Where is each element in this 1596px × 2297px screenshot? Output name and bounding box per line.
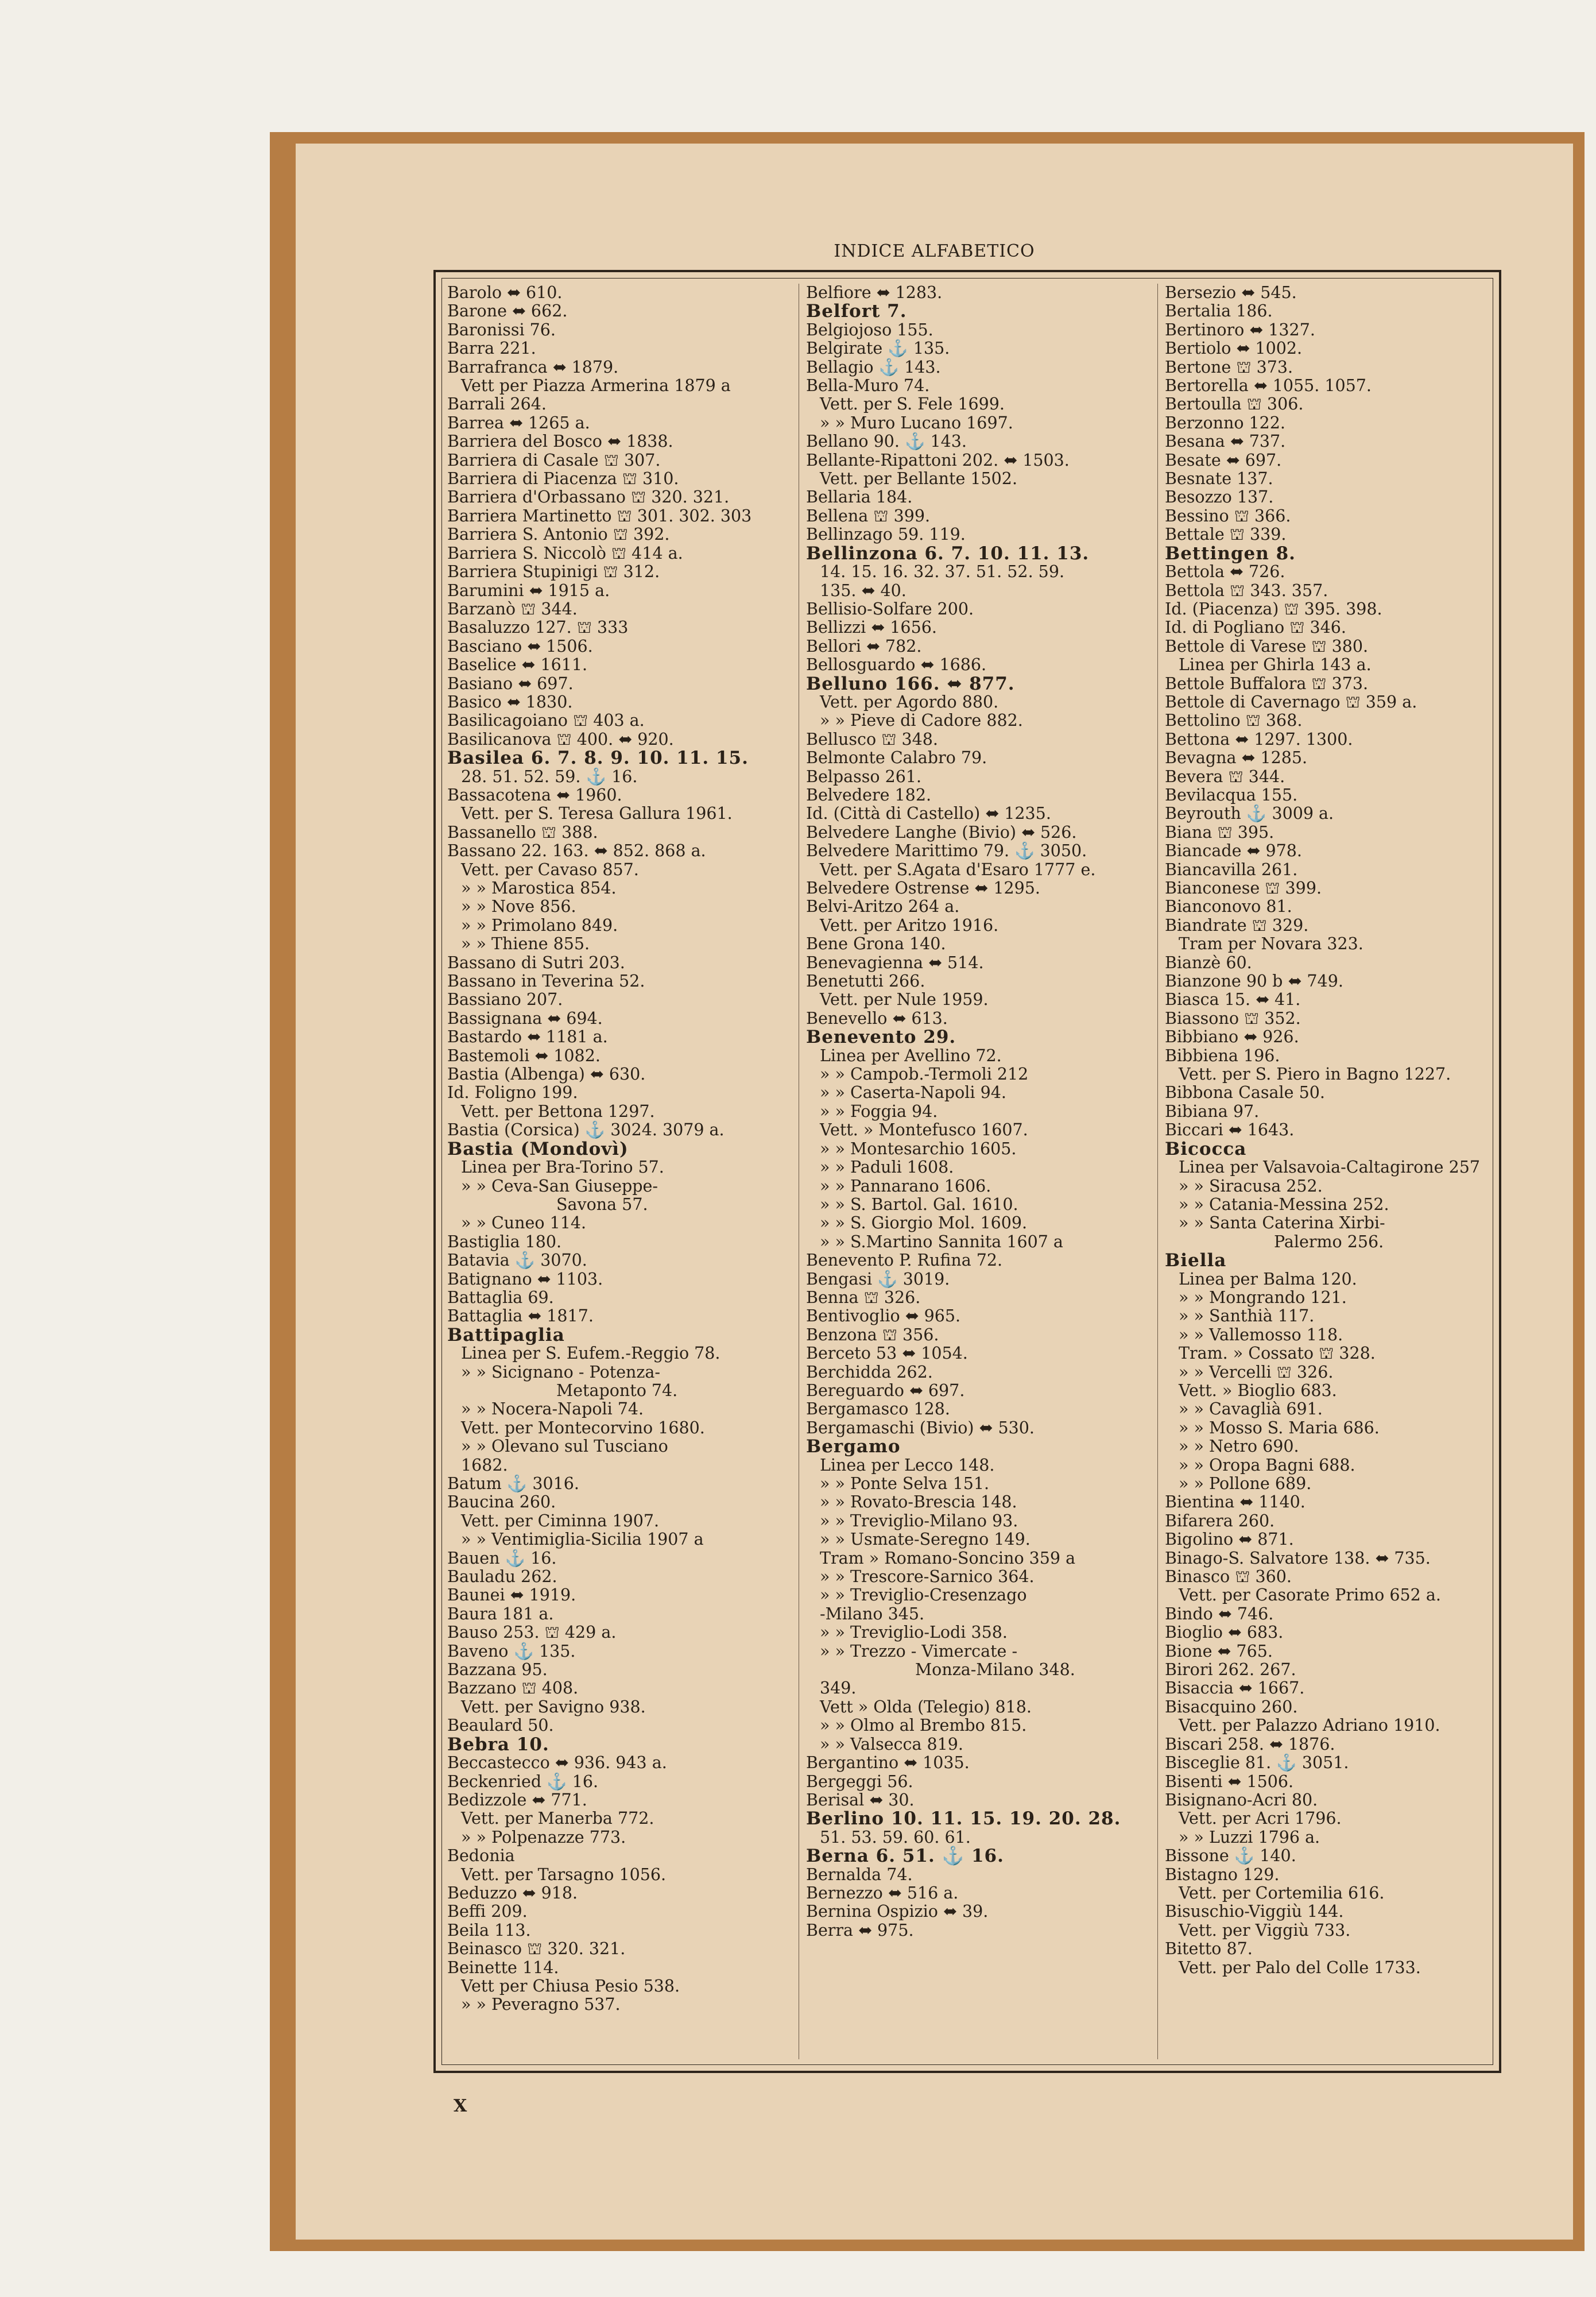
index-entry: » » Treviglio-Lodi 358. xyxy=(820,1623,1008,1642)
index-entry: Bettale ⛫ 339. xyxy=(1165,525,1287,544)
index-entry: Bauladu 262. xyxy=(447,1567,557,1587)
index-entry: Barriera di Piacenza ⛫ 310. xyxy=(447,469,679,489)
index-entry: Bettolino ⛫ 368. xyxy=(1165,711,1303,730)
index-entry: Benzona ⛫ 356. xyxy=(806,1325,939,1344)
index-entry: » » Campob.-Termoli 212 xyxy=(820,1065,1029,1084)
index-entry: Vett. » Bioglio 683. xyxy=(1179,1380,1337,1400)
index-entry: » » Thiene 855. xyxy=(461,934,590,954)
index-entry: Bisignano-Acri 80. xyxy=(1165,1790,1318,1809)
index-entry: » » Catania-Messina 252. xyxy=(1179,1194,1389,1214)
index-entry: » » Santa Caterina Xirbi- xyxy=(1179,1213,1385,1233)
index-entry: Bergamo xyxy=(806,1436,901,1457)
index-entry: Barriera S. Niccolò ⛫ 414 a. xyxy=(447,543,683,563)
index-entry: Bellena ⛫ 399. xyxy=(806,506,931,525)
index-entry: Besozzo 137. xyxy=(1165,488,1274,507)
index-entry: Bassano in Teverina 52. xyxy=(447,972,645,991)
index-entry: Baucina 260. xyxy=(447,1492,556,1512)
index-entry: Vett. per S. Fele 1699. xyxy=(820,395,1005,414)
index-entry: » » Foggia 94. xyxy=(820,1101,938,1121)
index-entry: Belvi-Aritzo 264 a. xyxy=(806,897,960,917)
index-entry: Beinette 114. xyxy=(447,1958,559,1977)
index-entry: » » S. Giorgio Mol. 1609. xyxy=(820,1213,1028,1233)
index-entry: Bastia (Corsica) ⚓ 3024. 3079 a. xyxy=(447,1120,725,1140)
index-entry: Bellante-Ripattoni 202. ⬌ 1503. xyxy=(806,450,1070,470)
index-entry: Bettola ⛫ 343. 357. xyxy=(1165,581,1328,600)
index-entry: Bistagno 129. xyxy=(1165,1865,1280,1884)
index-entry: Bernezzo ⬌ 516 a. xyxy=(806,1883,959,1902)
index-entry: Bauen ⚓ 16. xyxy=(447,1548,557,1568)
index-entry: Bettola ⬌ 726. xyxy=(1165,562,1285,582)
index-entry: Palermo 256. xyxy=(1274,1232,1384,1251)
index-entry: Bergantino ⬌ 1035. xyxy=(806,1753,970,1773)
index-entry: Barriera Martinetto ⛫ 301. 302. 303 xyxy=(447,506,752,525)
index-entry: Bassacotena ⬌ 1960. xyxy=(447,785,622,805)
index-entry: Barumini ⬌ 1915 a. xyxy=(447,581,610,600)
index-entry: Basiano ⬌ 697. xyxy=(447,674,574,693)
index-entry: Battipaglia xyxy=(447,1324,565,1345)
index-entry: Bicocca xyxy=(1165,1138,1247,1159)
index-entry: Vett. per Manerba 772. xyxy=(461,1809,654,1828)
index-entry: Bindo ⬌ 746. xyxy=(1165,1604,1274,1623)
index-entry: Beckenried ⚓ 16. xyxy=(447,1772,599,1791)
index-entry: Bastia (Albenga) ⬌ 630. xyxy=(447,1065,646,1084)
index-entry: Bedizzole ⬌ 771. xyxy=(447,1790,587,1809)
index-entry: Bassignana ⬌ 694. xyxy=(447,1008,603,1028)
index-entry: Battaglia ⬌ 1817. xyxy=(447,1306,594,1326)
index-entry: Barriera d'Orbassano ⛫ 320. 321. xyxy=(447,488,730,507)
index-entry: Vett. per Cavaso 857. xyxy=(461,860,639,879)
index-entry: Belvedere Ostrense ⬌ 1295. xyxy=(806,879,1040,898)
index-entry: » » Valsecca 819. xyxy=(820,1734,963,1754)
index-entry: » » Rovato-Brescia 148. xyxy=(820,1492,1017,1512)
index-column-1 xyxy=(447,284,792,2059)
index-entry: » » Cavaglià 691. xyxy=(1179,1399,1323,1419)
index-entry: Bessino ⛫ 366. xyxy=(1165,506,1291,525)
index-entry: Baronissi 76. xyxy=(447,320,556,339)
index-entry: Berna 6. 51. ⚓ 16. xyxy=(806,1846,1004,1867)
index-entry: Vett. per Palo del Colle 1733. xyxy=(1179,1958,1421,1977)
index-entry: 135. ⬌ 40. xyxy=(820,581,907,600)
index-entry: » » Ceva-San Giuseppe- xyxy=(461,1176,658,1196)
index-entry: Bastiglia 180. xyxy=(447,1232,562,1251)
index-entry: Bettona ⬌ 1297. 1300. xyxy=(1165,729,1353,749)
index-entry: Batum ⚓ 3016. xyxy=(447,1474,579,1493)
index-entry: Berzonno 122. xyxy=(1165,413,1285,432)
index-entry: Benevento 29. xyxy=(806,1027,956,1048)
index-entry: Belfiore ⬌ 1283. xyxy=(806,283,943,302)
index-entry: » » Olevano sul Tusciano xyxy=(461,1437,668,1456)
index-entry: Basico ⬌ 1830. xyxy=(447,692,573,711)
index-entry: » » Netro 690. xyxy=(1179,1437,1299,1456)
index-entry: » » Olmo al Brembo 815. xyxy=(820,1716,1027,1735)
index-entry: Vett. per Bettona 1297. xyxy=(461,1101,655,1121)
index-entry: Biella xyxy=(1165,1250,1227,1271)
index-entry: » » Primolano 849. xyxy=(461,915,618,935)
index-entry: Bedonia xyxy=(447,1846,515,1866)
index-entry: Bassanello ⛫ 388. xyxy=(447,822,598,842)
index-entry: Bettole di Varese ⛫ 380. xyxy=(1165,636,1369,656)
index-entry: Barrali 264. xyxy=(447,395,547,414)
index-entry: 28. 51. 52. 59. ⚓ 16. xyxy=(461,767,638,786)
index-column-2 xyxy=(806,284,1150,2059)
index-entry: 14. 15. 16. 32. 37. 51. 52. 59. xyxy=(820,562,1065,582)
index-entry: Bellinzago 59. 119. xyxy=(806,525,966,544)
index-entry: Biasca 15. ⬌ 41. xyxy=(1165,990,1301,1010)
index-entry: » » Polpenazze 773. xyxy=(461,1827,626,1847)
index-entry: » » Siracusa 252. xyxy=(1179,1176,1323,1196)
index-entry: Bertoulla ⛫ 306. xyxy=(1165,395,1304,414)
index-entry: Vett. per Nule 1959. xyxy=(820,990,989,1010)
index-entry: » » Cuneo 114. xyxy=(461,1213,587,1233)
index-entry: Berisal ⬌ 30. xyxy=(806,1790,915,1809)
index-entry: Bientina ⬌ 1140. xyxy=(1165,1492,1306,1512)
index-entry: Barolo ⬌ 610. xyxy=(447,283,563,302)
index-entry: Bibbiena 196. xyxy=(1165,1046,1280,1065)
index-entry: Beinasco ⛫ 320. 321. xyxy=(447,1939,626,1959)
index-entry: » » Mosso S. Maria 686. xyxy=(1179,1418,1380,1437)
index-entry: Bastardo ⬌ 1181 a. xyxy=(447,1027,608,1047)
index-entry: Linea per Valsavoia-Caltagirone 257 xyxy=(1179,1158,1480,1177)
index-entry: Bisceglie 81. ⚓ 3051. xyxy=(1165,1753,1349,1773)
index-entry: Linea per Bra-Torino 57. xyxy=(461,1158,664,1177)
index-entry: » » Vercelli ⛫ 326. xyxy=(1179,1362,1334,1382)
index-entry: Bassano di Sutri 203. xyxy=(447,953,625,972)
index-entry: Besnate 137. xyxy=(1165,469,1273,489)
index-entry: Bellizzi ⬌ 1656. xyxy=(806,618,937,637)
index-entry: Bibbona Casale 50. xyxy=(1165,1083,1325,1103)
index-entry: » » Muro Lucano 1697. xyxy=(820,413,1013,432)
index-entry: Bergeggi 56. xyxy=(806,1772,913,1791)
index-entry: Belvedere Langhe (Bivio) ⬌ 526. xyxy=(806,822,1077,842)
index-entry: Bertinoro ⬌ 1327. xyxy=(1165,320,1315,339)
page-heading: INDICE ALFABETICO xyxy=(834,241,1035,261)
index-entry: Tram » Romano-Soncino 359 a xyxy=(820,1548,1076,1568)
index-entry: Binago-S. Salvatore 138. ⬌ 735. xyxy=(1165,1548,1431,1568)
index-entry: Barrea ⬌ 1265 a. xyxy=(447,413,590,432)
index-entry: Barzanò ⛫ 344. xyxy=(447,599,578,618)
index-entry: Berchidda 262. xyxy=(806,1362,933,1382)
index-entry: Belluno 166. ⬌ 877. xyxy=(806,673,1015,694)
index-entry: » » Peveragno 537. xyxy=(461,1995,621,2014)
index-entry: Bassano 22. 163. ⬌ 852. 868 a. xyxy=(447,841,706,861)
index-entry: Bevagna ⬌ 1285. xyxy=(1165,748,1308,768)
index-entry: Bastia (Mondovì) xyxy=(447,1138,629,1159)
index-entry: Bellaria 184. xyxy=(806,488,913,507)
index-entry: Bastemoli ⬌ 1082. xyxy=(447,1046,601,1065)
index-entry: » » Santhià 117. xyxy=(1179,1306,1315,1326)
index-entry: Bengasi ⚓ 3019. xyxy=(806,1269,950,1289)
index-entry: » » Nocera-Napoli 74. xyxy=(461,1399,644,1419)
index-entry: Belgirate ⚓ 135. xyxy=(806,339,950,358)
index-entry: » » Pieve di Cadore 882. xyxy=(820,711,1023,730)
index-entry: Bisacquino 260. xyxy=(1165,1697,1298,1716)
index-entry: Bellagio ⚓ 143. xyxy=(806,357,941,377)
index-entry: Besana ⬌ 737. xyxy=(1165,432,1286,451)
index-entry: » » Ponte Selva 151. xyxy=(820,1474,990,1493)
index-entry: Bazzano ⛫ 408. xyxy=(447,1679,579,1698)
index-entry: Besate ⬌ 697. xyxy=(1165,450,1282,470)
index-entry: Id. (Piacenza) ⛫ 395. 398. xyxy=(1165,599,1382,618)
page-number: X xyxy=(454,2096,467,2116)
index-entry: » » Pollone 689. xyxy=(1179,1474,1312,1493)
index-entry: Beila 113. xyxy=(447,1920,531,1940)
index-entry: Biccari ⬌ 1643. xyxy=(1165,1120,1295,1140)
index-entry: 1682. xyxy=(461,1455,508,1475)
index-entry: Bentivoglio ⬌ 965. xyxy=(806,1306,961,1326)
index-entry: Berceto 53 ⬌ 1054. xyxy=(806,1344,968,1363)
index-entry: Bersezio ⬌ 545. xyxy=(1165,283,1297,302)
index-entry: Beccastecco ⬌ 936. 943 a. xyxy=(447,1753,667,1773)
index-entry: Bitetto 87. xyxy=(1165,1939,1253,1959)
index-entry: Savona 57. xyxy=(556,1194,648,1214)
index-entry: Bettole Buffalora ⛫ 373. xyxy=(1165,674,1369,693)
index-entry: Benevento P. Rufina 72. xyxy=(806,1251,1003,1270)
index-entry: Vett. per Casorate Primo 652 a. xyxy=(1179,1586,1441,1605)
index-entry: Barriera di Casale ⛫ 307. xyxy=(447,450,661,470)
index-entry: Beyrouth ⚓ 3009 a. xyxy=(1165,804,1334,823)
index-entry: Baveno ⚓ 135. xyxy=(447,1641,576,1661)
index-entry: » » Trescore-Sarnico 364. xyxy=(820,1567,1035,1587)
index-entry: Batavia ⚓ 3070. xyxy=(447,1251,587,1270)
index-entry: Tram per Novara 323. xyxy=(1179,934,1363,954)
index-entry: Bereguardo ⬌ 697. xyxy=(806,1380,965,1400)
index-entry: Bellano 90. ⚓ 143. xyxy=(806,432,967,451)
index-entry: Bellusco ⛫ 348. xyxy=(806,729,938,749)
index-entry: Bellinzona 6. 7. 10. 11. 13. xyxy=(806,543,1090,564)
index-entry: Battaglia 69. xyxy=(447,1287,554,1307)
index-entry: Bissone ⚓ 140. xyxy=(1165,1846,1296,1866)
index-entry: Bassiano 207. xyxy=(447,990,563,1010)
index-entry: Bertone ⛫ 373. xyxy=(1165,357,1293,377)
index-entry: Linea per Avellino 72. xyxy=(820,1046,1002,1065)
index-entry: Vett. per S.Agata d'Esaro 1777 e. xyxy=(820,860,1096,879)
index-entry: » » S. Bartol. Gal. 1610. xyxy=(820,1194,1018,1214)
index-entry: Vett per Piazza Armerina 1879 a xyxy=(461,376,731,396)
index-entry: » » Montesarchio 1605. xyxy=(820,1139,1017,1158)
index-entry: Vett » Olda (Telegio) 818. xyxy=(820,1697,1032,1716)
index-entry: Basaluzzo 127. ⛫ 333 xyxy=(447,618,629,637)
index-entry: 51. 53. 59. 60. 61. xyxy=(820,1827,971,1847)
index-entry: Belpasso 261. xyxy=(806,767,922,786)
index-entry: Metaponto 74. xyxy=(556,1380,678,1400)
index-entry: Bevilacqua 155. xyxy=(1165,785,1298,805)
index-entry: » » Treviglio-Cresenzago xyxy=(820,1586,1027,1605)
index-entry: Bianconese ⛫ 399. xyxy=(1165,879,1322,898)
index-entry: Bifarera 260. xyxy=(1165,1511,1275,1530)
index-entry: Berra ⬌ 975. xyxy=(806,1920,914,1940)
index-entry: Biana ⛫ 395. xyxy=(1165,822,1275,842)
index-entry: » » Marostica 854. xyxy=(461,879,617,898)
index-entry: » » Ventimiglia-Sicilia 1907 a xyxy=(461,1530,704,1549)
index-entry: 349. xyxy=(820,1679,857,1698)
index-entry: Tram. » Cossato ⛫ 328. xyxy=(1179,1344,1376,1363)
index-entry: » » Usmate-Seregno 149. xyxy=(820,1530,1031,1549)
index-entry: Barone ⬌ 662. xyxy=(447,301,568,321)
index-entry: Biandrate ⛫ 329. xyxy=(1165,915,1309,935)
index-entry: Vett. per S. Teresa Gallura 1961. xyxy=(461,804,733,823)
index-entry: Vett. » Montefusco 1607. xyxy=(820,1120,1028,1140)
index-entry: Bianzè 60. xyxy=(1165,953,1252,972)
index-entry: Bibiana 97. xyxy=(1165,1101,1260,1121)
index-entry: Bione ⬌ 765. xyxy=(1165,1641,1273,1661)
index-entry: Basilicagoiano ⛫ 403 a. xyxy=(447,711,645,730)
index-entry: Basciano ⬌ 1506. xyxy=(447,636,593,656)
index-entry: Benna ⛫ 326. xyxy=(806,1287,921,1307)
index-entry: Vett. per Montecorvino 1680. xyxy=(461,1418,705,1437)
index-entry: Bertiolo ⬌ 1002. xyxy=(1165,339,1303,358)
index-entry: » » S.Martino Sannita 1607 a xyxy=(820,1232,1063,1251)
index-entry: Belvedere Marittimo 79. ⚓ 3050. xyxy=(806,841,1087,861)
index-entry: Bisaccia ⬌ 1667. xyxy=(1165,1679,1305,1698)
index-entry: Bazzana 95. xyxy=(447,1660,548,1680)
index-entry: Barrafranca ⬌ 1879. xyxy=(447,357,619,377)
index-entry: » » Oropa Bagni 688. xyxy=(1179,1455,1355,1475)
index-entry: Bauso 253. ⛫ 429 a. xyxy=(447,1623,617,1642)
index-entry: » » Caserta-Napoli 94. xyxy=(820,1083,1006,1103)
index-entry: Benevello ⬌ 613. xyxy=(806,1008,948,1028)
index-entry: Bergamaschi (Bivio) ⬌ 530. xyxy=(806,1418,1035,1437)
index-page xyxy=(296,144,1573,2240)
index-entry: Bella-Muro 74. xyxy=(806,376,930,396)
index-entry: » » Nove 856. xyxy=(461,897,576,917)
index-entry: Birori 262. 267. xyxy=(1165,1660,1296,1680)
index-entry: Benevagienna ⬌ 514. xyxy=(806,953,984,972)
index-entry: Vett per Chiusa Pesio 538. xyxy=(461,1976,680,1996)
index-entry: Beffi 209. xyxy=(447,1902,528,1921)
index-entry: Benetutti 266. xyxy=(806,972,925,991)
index-entry: Biancavilla 261. xyxy=(1165,860,1298,879)
index-entry: Bianzone 90 b ⬌ 749. xyxy=(1165,972,1343,991)
index-entry: Bebra 10. xyxy=(447,1734,549,1755)
index-entry: Vett. per S. Piero in Bagno 1227. xyxy=(1179,1065,1451,1084)
index-entry: Bellisio-Solfare 200. xyxy=(806,599,974,618)
index-entry: Biancade ⬌ 978. xyxy=(1165,841,1302,861)
index-entry: Belmonte Calabro 79. xyxy=(806,748,987,768)
index-entry: Bellori ⬌ 782. xyxy=(806,636,922,656)
index-entry: Bellosguardo ⬌ 1686. xyxy=(806,655,987,675)
index-entry: Id. di Pogliano ⛫ 346. xyxy=(1165,618,1346,637)
index-entry: Bioglio ⬌ 683. xyxy=(1165,1623,1284,1642)
index-entry: Bergamasco 128. xyxy=(806,1399,950,1419)
index-entry: Baselice ⬌ 1611. xyxy=(447,655,588,675)
index-entry: Bernalda 74. xyxy=(806,1865,913,1884)
index-entry: Bertorella ⬌ 1055. 1057. xyxy=(1165,376,1372,396)
index-entry: Biscari 258. ⬌ 1876. xyxy=(1165,1734,1335,1754)
index-entry: » » Treviglio-Milano 93. xyxy=(820,1511,1018,1530)
index-entry: » » Paduli 1608. xyxy=(820,1158,954,1177)
index-entry: Bernina Ospizio ⬌ 39. xyxy=(806,1902,989,1921)
index-entry: Bigolino ⬌ 871. xyxy=(1165,1530,1294,1549)
index-entry: Bianconovo 81. xyxy=(1165,897,1292,917)
index-entry: -Milano 345. xyxy=(820,1604,925,1623)
index-entry: » » Mongrando 121. xyxy=(1179,1287,1347,1307)
index-entry: Vett. per Savigno 938. xyxy=(461,1697,646,1716)
index-entry: » » Vallemosso 118. xyxy=(1179,1325,1343,1344)
index-entry: Vett. per Agordo 880. xyxy=(820,692,999,711)
index-entry: Linea per S. Eufem.-Reggio 78. xyxy=(461,1344,720,1363)
index-entry: Baura 181 a. xyxy=(447,1604,554,1623)
index-entry: Binasco ⛫ 360. xyxy=(1165,1567,1292,1587)
index-entry: Barra 221. xyxy=(447,339,536,358)
index-entry: Belfort 7. xyxy=(806,301,907,322)
index-column-3 xyxy=(1165,284,1509,2059)
index-entry: Basilea 6. 7. 8. 9. 10. 11. 15. xyxy=(447,748,749,769)
index-entry: Vett. per Viggiù 733. xyxy=(1179,1920,1351,1940)
index-entry: Barriera del Bosco ⬌ 1838. xyxy=(447,432,673,451)
index-entry: Vett. per Bellante 1502. xyxy=(820,469,1018,489)
index-entry: Bibbiano ⬌ 926. xyxy=(1165,1027,1299,1047)
index-entry: Vett. per Tarsagno 1056. xyxy=(461,1865,667,1884)
index-entry: Biassono ⛫ 352. xyxy=(1165,1008,1301,1028)
index-entry: » » Sicignano - Potenza- xyxy=(461,1362,661,1382)
index-entry: Baunei ⬌ 1919. xyxy=(447,1586,576,1605)
index-entry: Barriera Stupinigi ⛫ 312. xyxy=(447,562,660,582)
index-entry: Bettingen 8. xyxy=(1165,543,1296,564)
index-entry: Beaulard 50. xyxy=(447,1716,554,1735)
index-entry: Linea per Ghirla 143 a. xyxy=(1179,655,1372,675)
index-entry: Vett. per Ciminna 1907. xyxy=(461,1511,660,1530)
index-entry: » » Luzzi 1796 a. xyxy=(1179,1827,1320,1847)
index-entry: Belgiojoso 155. xyxy=(806,320,933,339)
index-entry: Vett. per Acri 1796. xyxy=(1179,1809,1342,1828)
index-entry: Vett. per Palazzo Adriano 1910. xyxy=(1179,1716,1440,1735)
index-entry: Bene Grona 140. xyxy=(806,934,946,954)
index-entry: Belvedere 182. xyxy=(806,785,932,805)
index-entry: Monza-Milano 348. xyxy=(915,1660,1075,1680)
index-entry: Batignano ⬌ 1103. xyxy=(447,1269,603,1289)
index-entry: Linea per Lecco 148. xyxy=(820,1455,995,1475)
index-entry: Bettole di Cavernago ⛫ 359 a. xyxy=(1165,692,1417,711)
index-entry: Linea per Balma 120. xyxy=(1179,1269,1357,1289)
index-entry: Basilicanova ⛫ 400. ⬌ 920. xyxy=(447,729,674,749)
index-entry: Bisuschio-Viggiù 144. xyxy=(1165,1902,1344,1921)
index-entry: Berlino 10. 11. 15. 19. 20. 28. xyxy=(806,1808,1121,1830)
index-entry: Vett. per Aritzo 1916. xyxy=(820,915,999,935)
index-entry: Bisenti ⬌ 1506. xyxy=(1165,1772,1294,1791)
index-entry: Bevera ⛫ 344. xyxy=(1165,767,1285,786)
index-entry: Vett. per Cortemilia 616. xyxy=(1179,1883,1385,1902)
index-entry: » » Trezzo - Vimercate - xyxy=(820,1641,1018,1661)
index-entry: » » Pannarano 1606. xyxy=(820,1176,991,1196)
index-entry: Beduzzo ⬌ 918. xyxy=(447,1883,578,1902)
index-entry: Id. Foligno 199. xyxy=(447,1083,578,1103)
index-frame xyxy=(433,270,1501,2073)
index-entry: Bertalia 186. xyxy=(1165,301,1273,321)
index-entry: Id. (Città di Castello) ⬌ 1235. xyxy=(806,804,1051,823)
index-entry: Barriera S. Antonio ⛫ 392. xyxy=(447,525,670,544)
